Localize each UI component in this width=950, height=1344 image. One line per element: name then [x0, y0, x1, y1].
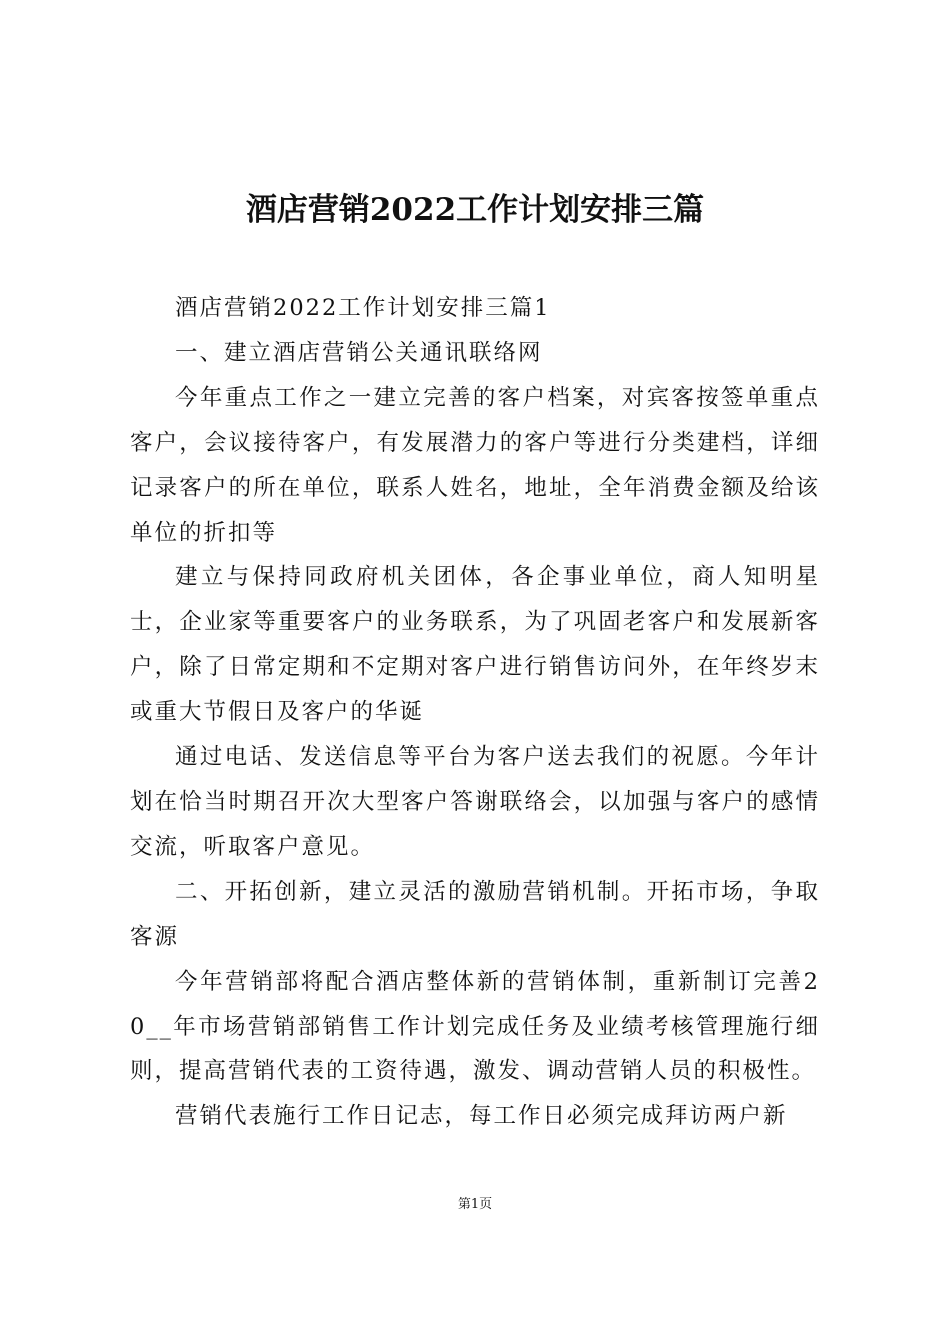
paragraph-greetings: 通过电话、发送信息等平台为客户送去我们的祝愿。今年计划在恰当时期召开次大型客户答谢联络会，以加强与客户的感情交流，听取客户意见。	[130, 744, 820, 860]
paragraph-section-heading-2: 二、开拓创新，建立灵活的激励营销机制。开拓市场，争取客源	[130, 878, 820, 950]
paragraph-client-relations: 建立与保持同政府机关团体，各企事业单位，商人知明星士，企业家等重要客户的业务联系，为了巩固老客户和发展新客户，除了日常定期和不定期对客户进行销售访问外，在年终岁末或重大节假日及客户的华诞	[130, 564, 820, 726]
page-number: 第1页	[457, 1197, 493, 1212]
paragraph-client-archive: 今年重点工作之一建立完善的客户档案，对宾客按签单重点客户，会议接待客户，有发展潜力的客户等进行分类建档，详细记录客户的所在单位，联系人姓名，地址，全年消费金额及给该单位的折扣等	[130, 384, 820, 546]
paragraph-incentive-system: 今年营销部将配合酒店整体新的营销体制，重新制订完善20__年市场营销部销售工作计划完成任务及业绩考核管理施行细则，提高营销代表的工资待遇，激发、调动营销人员的积极性。	[130, 968, 820, 1085]
document-title: 酒店营销2022工作计划安排三篇	[245, 192, 705, 228]
paragraph-subtitle: 酒店营销2022工作计划安排三篇1	[175, 295, 551, 321]
paragraph-section-heading-1: 一、建立酒店营销公关通讯联络网	[175, 339, 543, 366]
document-body	[130, 286, 820, 1139]
paragraph-sales-log: 营销代表施行工作日记志，每工作日必须完成拜访两户新	[175, 1103, 788, 1130]
